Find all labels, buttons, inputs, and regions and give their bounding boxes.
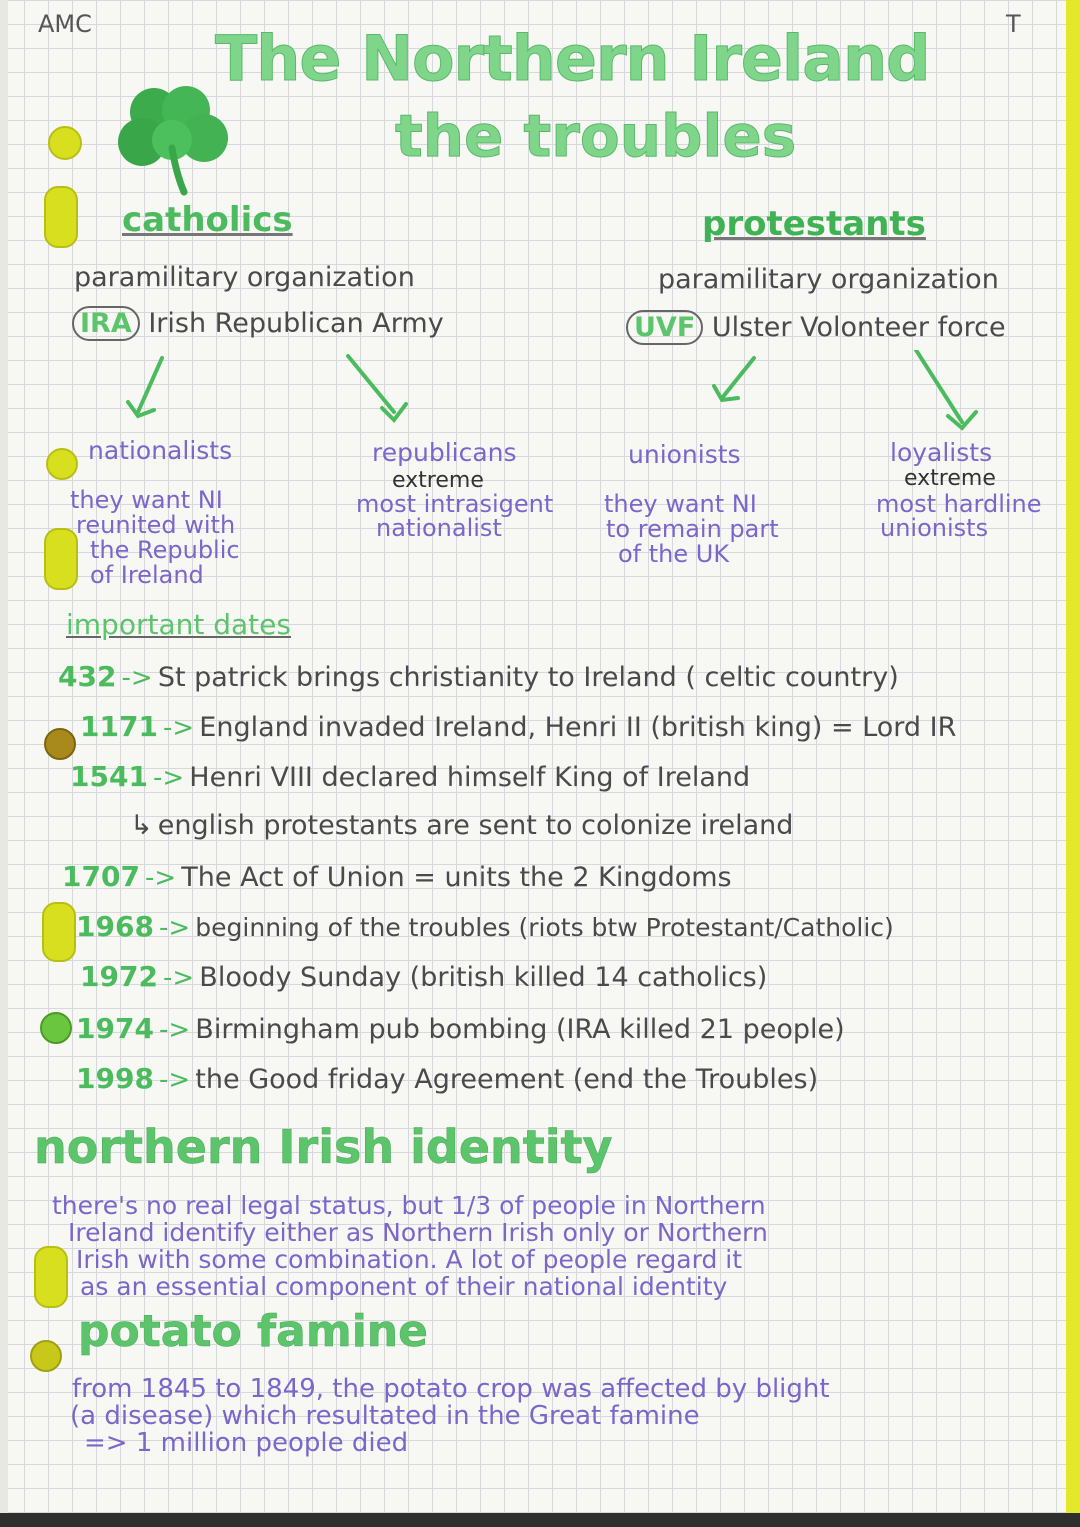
loyalists-desc-3: unionists (880, 514, 989, 542)
date-text: the Good friday Agreement (end the Troubles) (195, 1064, 819, 1095)
identity-heading: northern Irish identity (34, 1120, 613, 1174)
arrow-icon: -> (153, 763, 185, 793)
branch-arrows (110, 350, 1070, 440)
binder-pill (44, 186, 78, 248)
uvf-abbr: UVF (626, 310, 703, 345)
famine-line-1: from 1845 to 1849, the potato crop was affected by blight (72, 1374, 830, 1404)
date-row (130, 810, 793, 841)
unionists-desc-3: of the UK (618, 540, 730, 568)
date-row (80, 960, 767, 993)
ira-abbr: IRA (72, 306, 140, 341)
binder-dot (44, 728, 76, 760)
nationalists-desc-4: of Ireland (90, 561, 204, 589)
arrow-icon: -> (145, 863, 177, 893)
date-year: 1171 (80, 710, 158, 743)
sub-arrow-icon: ↳ (130, 810, 153, 841)
highlighter-edge (1066, 0, 1080, 1527)
identity-line-1: there's no real legal status, but 1/3 of people in Northern (52, 1191, 766, 1220)
nationalists-desc-1: they want NI (70, 486, 223, 514)
unionists-title: unionists (628, 440, 741, 469)
date-year: 1968 (76, 910, 154, 943)
arrow-icon: -> (159, 1065, 191, 1095)
date-text: St patrick brings christianity to Ireland ( celtic country) (157, 662, 899, 693)
republicans-desc-1: extreme (392, 468, 484, 493)
uvf-name: Ulster Volonteer force (711, 312, 1006, 343)
date-text: The Act of Union = units the 2 Kingdoms (181, 862, 732, 893)
catholics-org-row (72, 306, 444, 341)
date-row (62, 860, 732, 893)
bottom-border (0, 1513, 1080, 1527)
arrow-icon: -> (163, 963, 195, 993)
identity-line-3: Irish with some combination. A lot of people regard it (76, 1245, 743, 1274)
date-text: England invaded Ireland, Henri II (british king) = Lord IR (199, 712, 957, 743)
date-row (76, 1062, 818, 1095)
date-text: Bloody Sunday (british killed 14 catholics) (199, 962, 768, 993)
date-year: 432 (58, 660, 117, 693)
arrow-icon: -> (163, 713, 195, 743)
binder-pill (34, 1246, 68, 1308)
binder-dot (40, 1012, 72, 1044)
identity-line-4: as an essential component of their national identity (80, 1272, 728, 1301)
date-row (76, 1012, 845, 1045)
date-text: english protestants are sent to colonize ireland (157, 810, 794, 841)
arrow-icon: -> (121, 663, 153, 693)
catholics-org-label: paramilitary organization (74, 262, 415, 293)
binder-dot (48, 126, 82, 160)
protestants-heading: protestants (702, 204, 926, 244)
date-year: 1998 (76, 1062, 154, 1095)
protestants-org-label: paramilitary organization (658, 264, 999, 295)
page-title: The Northern Ireland (215, 22, 930, 95)
protestants-org-row (626, 310, 1006, 345)
date-year: 1541 (70, 760, 148, 793)
ira-name: Irish Republican Army (148, 308, 444, 339)
binder-dot (30, 1340, 62, 1372)
date-year: 1972 (80, 960, 158, 993)
date-row (76, 910, 894, 943)
date-text: beginning of the troubles (riots btw Protestant/Catholic) (195, 913, 894, 942)
date-row (58, 660, 899, 693)
date-row (70, 760, 750, 793)
loyalists-title: loyalists (890, 438, 993, 467)
unionists-desc-2: to remain part (606, 515, 779, 543)
shamrock-icon (108, 78, 240, 198)
nationalists-desc-2: reunited with (76, 511, 236, 539)
page-subtitle: the troubles (395, 102, 797, 170)
unionists-desc-1: they want NI (604, 490, 757, 518)
arrow-icon: -> (159, 913, 191, 943)
date-text: Henri VIII declared himself King of Ireland (189, 762, 751, 793)
famine-line-3: => 1 million people died (84, 1428, 409, 1458)
dates-heading: important dates (66, 608, 291, 641)
republicans-desc-3: nationalist (376, 514, 502, 542)
loyalists-desc-1: extreme (904, 466, 996, 491)
identity-line-2: Ireland identify either as Northern Irish only or Northern (68, 1218, 768, 1247)
date-row (80, 710, 956, 743)
republicans-title: republicans (372, 438, 517, 467)
date-year: 1974 (76, 1012, 154, 1045)
catholics-heading: catholics (122, 200, 293, 240)
date-text: Birmingham pub bombing (IRA killed 21 people) (195, 1014, 845, 1045)
date-year: 1707 (62, 860, 140, 893)
loyalists-desc-2: most hardline (876, 490, 1042, 518)
corner-initials: AMC (38, 10, 92, 38)
republicans-desc-2: most intrasigent (356, 490, 554, 518)
page-margin (0, 0, 8, 1527)
binder-pill (44, 528, 78, 590)
famine-line-2: (a disease) which resultated in the Great famine (70, 1401, 700, 1431)
nationalists-desc-3: the Republic (90, 536, 240, 564)
nationalists-title: nationalists (88, 436, 233, 465)
arrow-icon: -> (159, 1015, 191, 1045)
corner-mark: T (1006, 10, 1021, 38)
binder-dot (46, 448, 78, 480)
binder-pill (42, 902, 76, 962)
famine-heading: potato famine (78, 1306, 428, 1357)
